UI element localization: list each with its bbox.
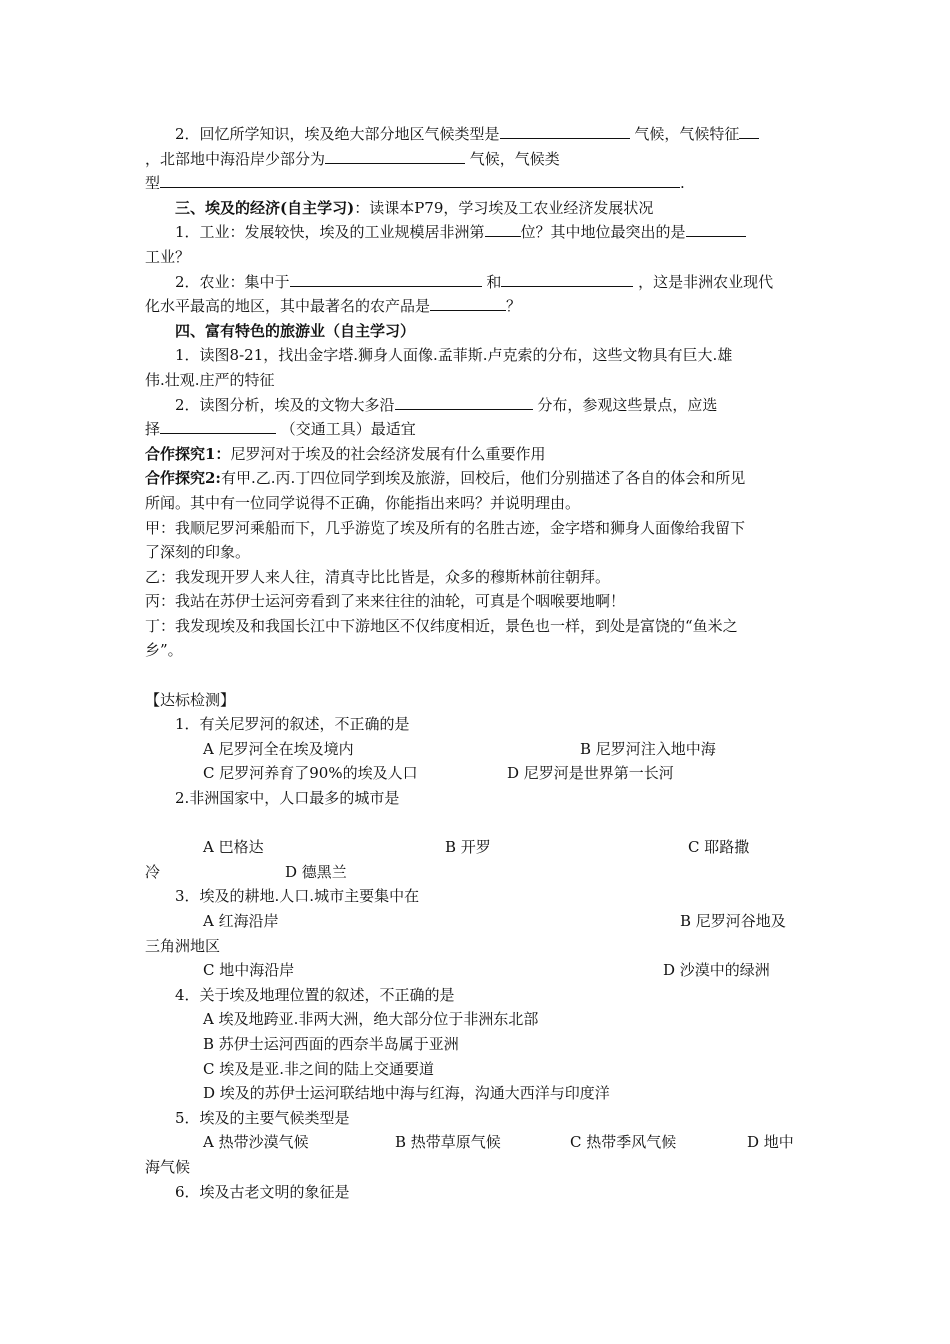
economy-heading	[145, 196, 810, 221]
question-text: 1．读图8-21，找出金字塔.狮身人面像.孟菲斯.卢克索的分布，这些文物具有巨大.雄	[175, 346, 733, 365]
question-text: 择	[145, 420, 161, 439]
answer-blank[interactable]	[485, 220, 521, 237]
test-q5	[145, 1106, 810, 1131]
question-text: 气候，气候类	[465, 149, 560, 168]
coop-explore-2-line2	[145, 491, 810, 516]
option-a[interactable]: A 埃及地跨亚.非两大洲，绝大部分位于非洲东北部	[203, 1010, 539, 1029]
student-ding-line1	[145, 614, 810, 639]
tourism-heading	[145, 319, 810, 344]
option-a[interactable]: A 红海沿岸	[203, 912, 279, 930]
question-text: （交通工具）最适宜	[276, 420, 416, 439]
answer-blank[interactable]	[739, 122, 759, 139]
coop-label: 合作探究1：	[145, 444, 231, 463]
option-b[interactable]: B 热带草原气候	[395, 1133, 501, 1152]
question-text: 4．关于埃及地理位置的叙述，不正确的是	[175, 985, 455, 1004]
test-q2-options-abc	[145, 835, 810, 860]
question-text: 1．工业：发展较快，埃及的工业规模居非洲第	[175, 223, 485, 242]
option-c[interactable]: C 热带季风气候	[570, 1133, 677, 1152]
test-q3-options-ab	[145, 909, 810, 934]
question-text: ？	[506, 297, 522, 316]
option-b[interactable]: B 开罗	[445, 838, 491, 857]
answer-blank[interactable]	[290, 270, 482, 287]
question-text: ，北部地中海沿岸少部分为	[145, 149, 326, 168]
test-q4	[145, 983, 810, 1008]
section-heading: 三、埃及的经济(自主学习)	[175, 198, 355, 217]
student-statement: 了深刻的印象。	[145, 543, 251, 562]
tourism-question1-line2	[145, 368, 810, 393]
test-q6	[145, 1180, 810, 1205]
spacer	[145, 811, 810, 836]
tourism-question2-line2	[145, 417, 810, 442]
question-text: 6．埃及古老文明的象征是	[175, 1182, 350, 1201]
option-d[interactable]: D 地中	[747, 1133, 794, 1152]
test-q1-options-cd	[145, 761, 810, 786]
option-a[interactable]: A 热带沙漠气候	[203, 1133, 309, 1152]
student-statement: 丁：我发现埃及和我国长江中下游地区不仅纬度相近，景色也一样，到处是富饶的“鱼米之	[145, 616, 738, 635]
question-text: 5．埃及的主要气候类型是	[175, 1108, 350, 1127]
answer-blank[interactable]	[686, 220, 746, 237]
option-b[interactable]: B 苏伊士运河西面的西奈半岛属于亚洲	[203, 1034, 459, 1053]
option-c[interactable]: C 埃及是亚.非之间的陆上交通要道	[203, 1059, 435, 1078]
coop-explore-2-line1	[145, 466, 810, 491]
climate-question-line2	[145, 147, 810, 172]
answer-blank[interactable]	[160, 417, 276, 434]
option-d[interactable]: D 德黑兰	[285, 862, 347, 881]
question-text: 位？其中地位最突出的是	[520, 223, 686, 242]
option-d-wrap: 海气候	[145, 1157, 191, 1176]
section-heading: 四、富有特色的旅游业（自主学习）	[175, 321, 416, 340]
question-text: ，这是非洲农业现代	[633, 272, 774, 291]
student-ding-line2	[145, 638, 810, 663]
test-q1	[145, 712, 810, 737]
student-yi	[145, 565, 810, 590]
test-q3	[145, 884, 810, 909]
question-text: .	[680, 174, 685, 193]
question-text: 型	[145, 174, 161, 193]
agriculture-question-line1	[145, 270, 810, 295]
answer-blank[interactable]	[325, 147, 465, 164]
question-text: 2．回忆所学知识，埃及绝大部分地区气候类型是	[175, 125, 500, 143]
student-statement: 乙：我发现开罗人来人往，清真寺比比皆是，众多的穆斯林前往朝拜。	[145, 567, 611, 586]
question-text: 分布，参观这些景点，应选	[532, 395, 718, 414]
option-a[interactable]: A 巴格达	[203, 838, 264, 857]
student-jia-line2	[145, 540, 810, 565]
industry-question-line2	[145, 245, 810, 270]
question-text: 气候，气候特征	[629, 125, 740, 143]
agriculture-question-line2	[145, 294, 810, 319]
spacer	[145, 663, 810, 688]
tourism-question2-line1	[145, 393, 810, 418]
student-bing	[145, 589, 810, 614]
option-d[interactable]: D 尼罗河是世界第一长河	[507, 764, 674, 783]
option-a[interactable]: A 尼罗河全在埃及境内	[203, 739, 354, 758]
question-text: 3．埃及的耕地.人口.城市主要集中在	[175, 887, 420, 906]
test-q3-option-b-wrap	[145, 934, 810, 959]
option-b[interactable]: B 尼罗河注入地中海	[580, 739, 716, 758]
option-d[interactable]: D 沙漠中的绿洲	[663, 961, 770, 980]
option-c[interactable]: C 耶路撒	[688, 838, 750, 857]
option-c[interactable]: C 地中海沿岸	[203, 961, 295, 980]
student-jia-line1	[145, 516, 810, 541]
test-q2	[145, 786, 810, 811]
test-q2-options-d	[145, 860, 810, 885]
answer-blank[interactable]	[501, 270, 633, 287]
question-text: 1．有关尼罗河的叙述，不正确的是	[175, 715, 410, 734]
coop-text: 有甲.乙.丙.丁四位同学到埃及旅游，回校后，他们分别描述了各自的体会和所见	[220, 469, 746, 488]
question-text: 2．农业：集中于	[175, 272, 290, 291]
option-c[interactable]: C 尼罗河养育了90%的埃及人口	[203, 764, 418, 783]
coop-text: 尼罗河对于埃及的社会经济发展有什么重要作用	[230, 444, 546, 463]
question-text: 伟.壮观.庄严的特征	[145, 370, 275, 389]
test-q3-options-cd	[145, 958, 810, 983]
option-b[interactable]: B 尼罗河谷地及	[680, 912, 786, 930]
test-heading	[145, 688, 810, 713]
student-statement: 甲：我顺尼罗河乘船而下，几乎游览了埃及所有的名胜古迹，金字塔和狮身人面像给我留下	[145, 518, 746, 537]
climate-question-line1	[145, 122, 810, 147]
test-q5-option-d-wrap	[145, 1155, 810, 1180]
test-q1-options-ab	[145, 737, 810, 762]
student-statement: 丙：我站在苏伊士运河旁看到了来来往往的油轮，可真是个咽喉要地啊！	[145, 592, 626, 611]
coop-explore-1	[145, 442, 810, 467]
student-statement: 乡”。	[145, 641, 183, 660]
option-c-wrap: 冷	[145, 862, 161, 881]
coop-text: 所闻。其中有一位同学说得不正确，你能指出来吗？并说明理由。	[145, 493, 581, 512]
worksheet-page	[145, 122, 810, 1204]
question-text: 和	[481, 272, 502, 291]
coop-label: 合作探究2:	[145, 469, 221, 488]
tourism-question1-line1	[145, 343, 810, 368]
question-text: 工业？	[145, 247, 191, 266]
climate-question-line3	[145, 171, 810, 196]
question-text: 2.非洲国家中，人口最多的城市是	[175, 789, 400, 808]
test-q4-option-c	[145, 1057, 810, 1082]
answer-blank[interactable]	[500, 122, 630, 139]
test-q4-option-d	[145, 1081, 810, 1106]
section-heading: 【达标检测】	[145, 690, 236, 709]
test-q4-option-a	[145, 1007, 810, 1032]
test-q4-option-b	[145, 1032, 810, 1057]
question-text: 2．读图分析，埃及的文物大多沿	[175, 395, 395, 414]
option-b-wrap: 三角洲地区	[145, 936, 221, 955]
answer-blank[interactable]	[160, 171, 680, 188]
test-q5-options	[145, 1130, 810, 1155]
answer-blank[interactable]	[395, 393, 533, 410]
heading-instruction: ：读课本P79，学习埃及工农业经济发展状况	[354, 198, 654, 217]
option-d[interactable]: D 埃及的苏伊士运河联结地中海与红海，沟通大西洋与印度洋	[203, 1084, 610, 1103]
industry-question-line1	[145, 220, 810, 245]
question-text: 化水平最高的地区，其中最著名的农产品是	[145, 297, 431, 316]
answer-blank[interactable]	[430, 294, 506, 311]
